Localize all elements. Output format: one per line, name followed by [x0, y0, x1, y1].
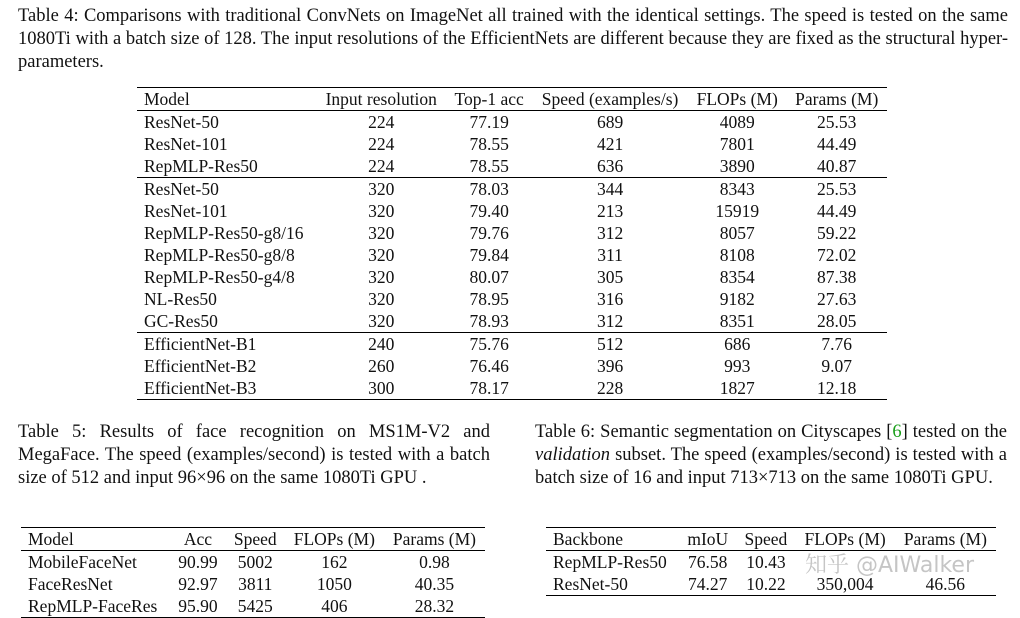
table-row — [137, 355, 887, 377]
table-cell: 8057 — [719, 223, 755, 243]
column-header: Params (M) — [895, 528, 996, 551]
table-cell: 162 — [321, 552, 348, 572]
table-row — [546, 551, 996, 574]
table-cell: 350,004 — [816, 574, 874, 594]
table-cell: 320 — [368, 289, 395, 309]
row-label-cell: GC-Res50 — [144, 311, 218, 331]
table-cell: 75.76 — [446, 333, 532, 356]
table6-caption-part1: Table 6: Semantic segmentation on Cityscapes [ — [535, 422, 893, 442]
table-cell: 320 — [316, 178, 446, 201]
watermark: 知乎 @AIWalker — [805, 553, 975, 578]
table-cell: 5002 — [237, 552, 273, 572]
table-row — [546, 573, 996, 596]
column-header: Top-1 acc — [446, 88, 532, 111]
table-cell: 4089 — [719, 112, 755, 132]
table-cell: 59.22 — [817, 223, 857, 243]
row-label-cell: NL-Res50 — [144, 289, 217, 309]
table-row — [137, 333, 887, 356]
table-cell: 46.56 — [925, 574, 966, 594]
table-cell: 7.76 — [786, 333, 887, 356]
row-label-cell: RepMLP-Res50-g4/8 — [144, 267, 295, 287]
table-cell: 8354 — [719, 267, 755, 287]
table-cell: 72.02 — [817, 245, 857, 265]
table-cell: 636 — [596, 156, 624, 176]
column-header: Speed (examples/s) — [532, 88, 688, 111]
table-cell: 90.99 — [178, 552, 218, 572]
column-header: Speed — [226, 528, 285, 551]
row-label-cell: ResNet-50 — [553, 574, 628, 594]
table6-caption — [535, 421, 1007, 490]
table-cell: 406 — [321, 596, 348, 616]
table-cell: 9.07 — [821, 356, 853, 376]
table-cell: 87.38 — [817, 267, 857, 287]
table-cell: 512 — [532, 333, 688, 356]
table-cell: 320 — [368, 311, 395, 331]
table-cell: 7801 — [719, 134, 755, 154]
table-cell: 76.58 — [688, 552, 728, 572]
table-cell: 15919 — [715, 201, 760, 221]
row-label-cell: RepMLP-Res50-g8/8 — [144, 245, 295, 265]
column-header: Model — [137, 88, 316, 111]
table-cell: 78.55 — [469, 134, 509, 154]
row-label-cell: ResNet-50 — [137, 178, 316, 201]
table4 — [137, 87, 887, 400]
column-header: Params (M) — [384, 528, 485, 551]
table5-header-row — [21, 528, 485, 551]
table-row — [21, 551, 485, 574]
table-cell: 78.17 — [469, 378, 509, 398]
table-cell: 79.40 — [469, 201, 509, 221]
table-cell: 25.53 — [786, 178, 887, 201]
table-cell: 320 — [368, 201, 395, 221]
table-cell: 78.93 — [469, 311, 509, 331]
table-cell: 8343 — [688, 178, 787, 201]
table-cell: 44.49 — [817, 134, 857, 154]
table-cell: 320 — [368, 245, 395, 265]
table-cell: 344 — [532, 178, 688, 201]
table-cell: 3811 — [238, 574, 273, 594]
table-cell: 396 — [596, 356, 624, 376]
table-row — [137, 310, 887, 333]
table-cell: 78.03 — [446, 178, 532, 201]
table-cell: 224 — [368, 134, 395, 154]
table-cell: 74.27 — [688, 574, 728, 594]
table6-caption-italic: validation — [535, 445, 611, 465]
column-header: FLOPs (M) — [688, 88, 787, 111]
row-label-cell: EfficientNet-B1 — [137, 333, 316, 356]
table-cell — [895, 551, 996, 574]
table-cell: 10.43 — [746, 552, 786, 572]
table-cell: 213 — [596, 201, 624, 221]
column-header: FLOPs (M) — [285, 528, 384, 551]
table-cell: 228 — [596, 378, 624, 398]
table-cell: 8351 — [719, 311, 755, 331]
table4-body — [137, 111, 887, 400]
table-cell: 95.90 — [178, 596, 218, 616]
row-label-cell: EfficientNet-B2 — [144, 356, 257, 376]
column-header: FLOPs (M) — [796, 528, 895, 551]
table-cell: 311 — [597, 245, 623, 265]
table-cell: 300 — [368, 378, 395, 398]
table-cell: 28.05 — [817, 311, 857, 331]
table-row — [137, 155, 887, 178]
table-cell: 312 — [596, 223, 624, 243]
table4-header-row — [137, 88, 887, 111]
table-cell: 1050 — [316, 574, 352, 594]
column-header: mIoU — [679, 528, 736, 551]
column-header: Acc — [170, 528, 226, 551]
table-cell: 79.84 — [469, 245, 509, 265]
table6-caption-part2: ] tested on the — [901, 422, 1007, 442]
table-cell: 5425 — [237, 596, 273, 616]
table-cell: 79.76 — [469, 223, 509, 243]
table-cell: 0.98 — [419, 552, 450, 572]
table-cell: 40.35 — [414, 574, 455, 594]
table-cell: 421 — [596, 134, 624, 154]
table-cell: 80.07 — [469, 267, 509, 287]
column-header: Input resolution — [316, 88, 446, 111]
table-cell: 27.63 — [817, 289, 857, 309]
table-cell: 260 — [368, 356, 395, 376]
column-header: Model — [21, 528, 170, 551]
row-label-cell: RepMLP-FaceRes — [28, 596, 158, 616]
table-cell: 9182 — [719, 289, 755, 309]
table-cell — [796, 551, 895, 574]
table-cell: 77.19 — [469, 112, 509, 132]
table-cell: 320 — [368, 223, 395, 243]
citation-link[interactable]: 6 — [892, 422, 902, 442]
table-cell: 240 — [316, 333, 446, 356]
table-row — [137, 222, 887, 244]
table-cell: 44.49 — [817, 201, 857, 221]
table-cell: 8108 — [719, 245, 755, 265]
row-label-cell: ResNet-50 — [144, 112, 219, 132]
table-cell: 3890 — [719, 156, 755, 176]
column-header: Speed — [736, 528, 795, 551]
table6 — [546, 527, 996, 596]
table-cell: 12.18 — [817, 378, 857, 398]
table-cell: 312 — [596, 311, 624, 331]
table-cell: 78.95 — [469, 289, 509, 309]
table5-body — [21, 551, 485, 618]
table6-body — [546, 551, 996, 596]
table-cell: 993 — [724, 356, 751, 376]
table-row — [137, 133, 887, 155]
table-row — [137, 288, 887, 310]
table-cell: 1827 — [719, 378, 755, 398]
table-row — [137, 377, 887, 400]
column-header: Params (M) — [786, 88, 887, 111]
row-label-cell: ResNet-101 — [144, 201, 228, 221]
column-header: Backbone — [546, 528, 679, 551]
table-cell: 224 — [368, 112, 395, 132]
table-cell: 316 — [596, 289, 624, 309]
row-label-cell: ResNet-101 — [144, 134, 228, 154]
table5-caption: Table 5: Results of face recognition on MS1M-V2 and MegaFace. The speed (examples/second) is tested with a batch size of 512 and input 96×96 on the same 1080Ti GPU . — [18, 422, 490, 488]
row-label-cell: EfficientNet-B3 — [144, 378, 257, 398]
row-label-cell: MobileFaceNet — [28, 552, 137, 572]
table6-header-row — [546, 528, 996, 551]
table-cell: 28.32 — [414, 596, 455, 616]
table4-caption: Table 4: Comparisons with traditional ConvNets on ImageNet all trained with the identical settings. The speed is tested on the same 1080Ti with a batch size of 128. The input resolutions of the EfficientNets are different because they are fixed as the structural hyper-parameters. — [18, 6, 1008, 72]
table-cell: 25.53 — [817, 112, 857, 132]
row-label-cell: RepMLP-Res50 — [553, 552, 667, 572]
table-cell: 92.97 — [178, 574, 218, 594]
row-label-cell: RepMLP-Res50-g8/16 — [144, 223, 304, 243]
table-row — [21, 573, 485, 595]
table-cell: 76.46 — [469, 356, 509, 376]
table-row — [137, 200, 887, 222]
row-label-cell: FaceResNet — [28, 574, 113, 594]
table-cell: 10.22 — [746, 574, 786, 594]
table-row — [137, 178, 887, 201]
table-row — [137, 266, 887, 288]
table-row — [21, 595, 485, 618]
table-cell: 224 — [368, 156, 395, 176]
table-cell: 305 — [596, 267, 624, 287]
table-cell: 689 — [596, 112, 624, 132]
table-cell: 40.87 — [817, 156, 857, 176]
table-cell: 78.55 — [469, 156, 509, 176]
table-row — [137, 244, 887, 266]
table5 — [21, 527, 485, 618]
table6-caption-part3: subset. The speed (examples/second) is tested with a batch size of 16 and input 713×713 on the same 1080Ti GPU. — [535, 445, 1007, 488]
table-row — [137, 111, 887, 134]
row-label-cell: RepMLP-Res50 — [144, 156, 258, 176]
table-cell: 686 — [688, 333, 787, 356]
table-cell: 320 — [368, 267, 395, 287]
